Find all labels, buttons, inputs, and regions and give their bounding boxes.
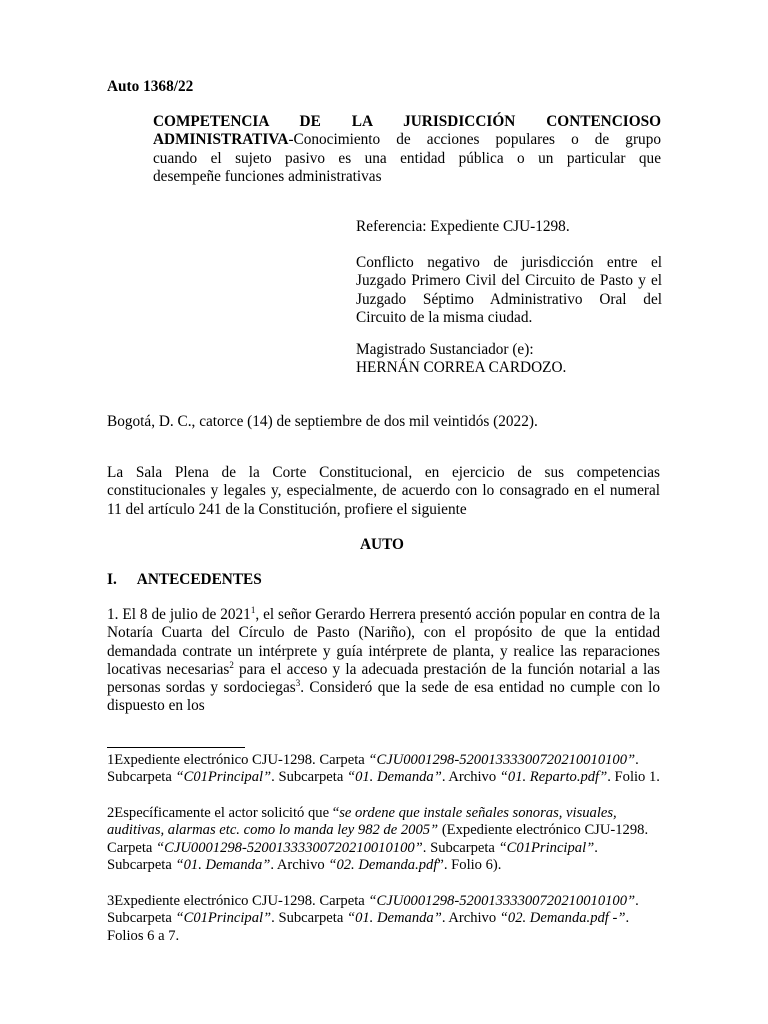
summary-text-2: -Conocimiento de acciones populares o de grupo bbox=[288, 131, 661, 149]
auto-heading: AUTO bbox=[360, 536, 404, 553]
auto-number: Auto 1368/22 bbox=[107, 78, 194, 95]
reference-conflict: Conflicto negativo de jurisdicción entre el Juzgado Primero Civil del Circuito de Pasto y el Juzgado Séptimo Administrativo Oral del Circuito de la misma ciudad. bbox=[356, 254, 662, 326]
fn1-i4: “01. Reparto.pdf” bbox=[499, 769, 608, 786]
date-line: Bogotá, D. C., catorce (14) de septiembre de dos mil veintidós (2022). bbox=[107, 413, 538, 430]
fn1-t5: . Folio 1. bbox=[607, 769, 660, 786]
fn2-i5: “02. Demanda.pdf bbox=[328, 856, 438, 873]
paragraph-1-text-a: 1. El 8 de julio de 2021 bbox=[107, 606, 251, 623]
fn1-t1: 1Expediente electrónico CJU-1298. Carpeta bbox=[107, 752, 369, 768]
fn3-t3: . Subcarpeta bbox=[271, 910, 347, 927]
summary-line-3: cuando el sujeto pasivo es una entidad pública o un particular que bbox=[153, 149, 661, 167]
fn2-i4: “01. Demanda” bbox=[175, 856, 271, 873]
fn1-i1: “CJU0001298-52001333300720210010100” bbox=[368, 752, 636, 768]
footnote-ref-3: 3 bbox=[295, 678, 301, 689]
summary-block bbox=[153, 113, 661, 186]
fn1-t3: . Subcarpeta bbox=[271, 769, 347, 786]
footnote-ref-1: 1 bbox=[250, 604, 256, 615]
paragraph-1-text-d: . Consideró que la sede de esa entidad no cumple con lo dispuesto en los bbox=[107, 679, 660, 715]
fn1-t2: . Subcarpeta bbox=[107, 752, 639, 786]
fn2-t5: . Archivo bbox=[270, 856, 329, 873]
fn3-t4: . Archivo bbox=[441, 910, 500, 927]
footnote-1 bbox=[107, 752, 660, 787]
magistrado-name: HERNÁN CORREA CARDOZO. bbox=[356, 359, 567, 376]
footnote-separator bbox=[107, 747, 245, 748]
fn2-t3: . Subcarpeta bbox=[422, 839, 499, 856]
paragraph-1-text-c: para el acceso y la adecuada prestación de la función notarial a las personas sordas y sordociegas bbox=[107, 660, 660, 697]
section-title: ANTECEDENTES bbox=[136, 571, 262, 588]
section-number: I. bbox=[107, 571, 117, 588]
footnote-3 bbox=[107, 893, 660, 945]
fn3-i4: “02. Demanda.pdf -” bbox=[499, 910, 626, 927]
fn3-t2: . Subcarpeta bbox=[107, 893, 639, 927]
summary-title-1: COMPETENCIA DE LA JURISDICCIÓN CONTENCIOSO bbox=[153, 113, 661, 130]
fn3-t5: . Folios 6 a 7. bbox=[107, 910, 630, 944]
summary-line-4: desempeñe funciones administrativas bbox=[153, 167, 382, 185]
paragraph-1 bbox=[107, 606, 660, 716]
fn2-t4: . Subcarpeta bbox=[107, 839, 598, 873]
fn1-i2: “C01Principal” bbox=[175, 769, 272, 786]
reference-expediente: Referencia: Expediente CJU-1298. bbox=[356, 218, 570, 235]
fn2-t2: (Expediente electrónico CJU-1298. Carpeta bbox=[107, 822, 649, 856]
fn3-t1: 3Expediente electrónico CJU-1298. Carpeta bbox=[107, 893, 369, 909]
footnote-2 bbox=[107, 805, 660, 874]
summary-line-2 bbox=[153, 131, 661, 149]
fn1-t4: . Archivo bbox=[441, 769, 500, 786]
paragraph-1-text-b: , el señor Gerardo Herrera presentó acción popular en contra de la Notaría Cuarta del Círculo de Pasto (Nariño), con el propósito de que la entidad demandada contrate un intérprete y guía intérprete de planta, y realice las reparaciones locativas necesarias bbox=[107, 606, 660, 678]
magistrado-label: Magistrado Sustanciador (e): bbox=[356, 341, 534, 358]
fn2-i1: se ordene que instale señales sonoras, visuales, auditivas, alarmas etc. como lo manda ley 982 de 2005” bbox=[107, 805, 617, 839]
fn2-i3: “C01Principal” bbox=[498, 839, 595, 856]
summary-line-1 bbox=[153, 113, 661, 131]
summary-title-2: ADMINISTRATIVA bbox=[153, 131, 289, 149]
fn3-i3: “01. Demanda” bbox=[346, 910, 442, 927]
fn3-i2: “C01Principal” bbox=[175, 910, 272, 927]
fn2-i2: “CJU0001298-52001333300720210010100” bbox=[156, 839, 423, 856]
fn3-i1: “CJU0001298-52001333300720210010100” bbox=[368, 893, 636, 909]
fn2-t1: 2Específicamente el actor solicitó que “ bbox=[107, 805, 340, 821]
section-heading bbox=[107, 571, 262, 589]
fn1-i3: “01. Demanda” bbox=[346, 769, 442, 786]
intro-paragraph: La Sala Plena de la Corte Constitucional, en ejercicio de sus competencias constitucionales y legales y, especialmente, de acuerdo con lo consagrado en el numeral 11 del artículo 241 de la Constitución, profiere el siguiente bbox=[107, 464, 660, 518]
fn2-t6: ”. Folio 6). bbox=[437, 856, 502, 873]
footnote-ref-2: 2 bbox=[229, 659, 234, 670]
